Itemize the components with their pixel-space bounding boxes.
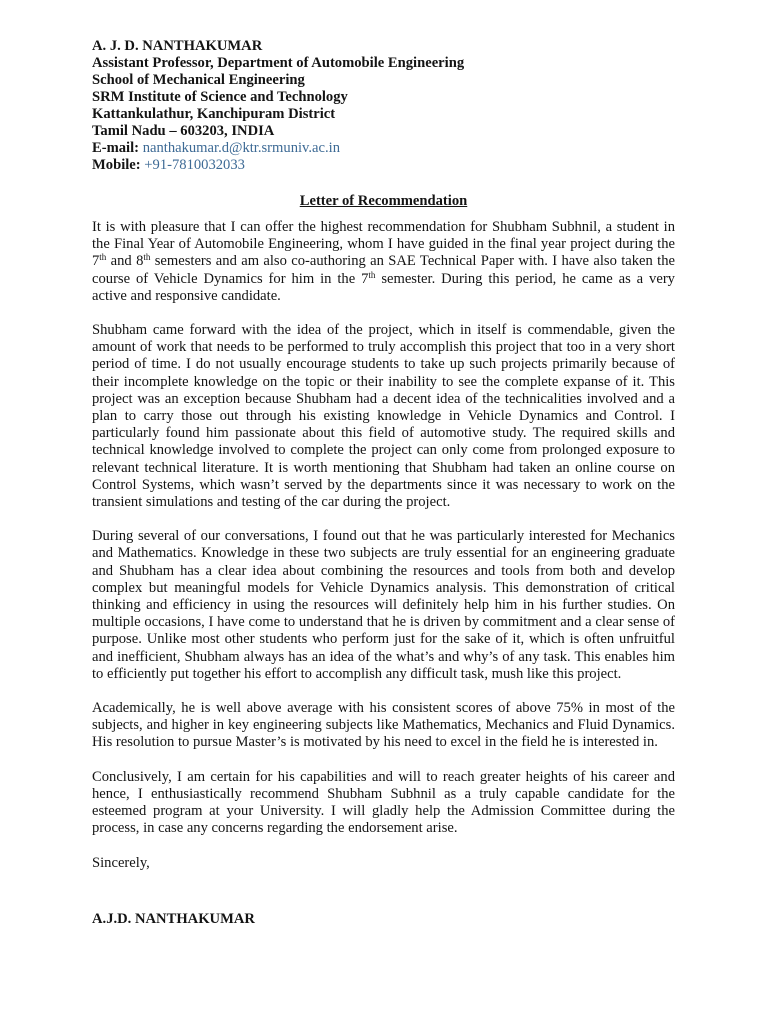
paragraph-project: Shubham came forward with the idea of the project, which in itself is commendable, given the amount of work that needs to be performed to truly accomplish this project that too in a very short period of time. I do not usually encourage students to take up such projects primarily because of their incomplete knowledge on the topic or their inability to see the complete expanse of it. This project was an exception because Shubham had a decent idea of the technicalities involved and a plan to carry those out through his existing knowledge in Vehicle Dynamics and Control. I particularly found him passionate about this field of automotive study. The required skills and technical knowledge involved to complete the project can only come from prolonged exposure to relevant technical literature. It is worth mentioning that Shubham had taken an online course on Control Systems, which wasn’t served by the departments since it was necessary to work on the transient simulations and testing of the car during the project.	[92, 322, 675, 511]
email-row	[92, 140, 675, 157]
ordinal-suffix: th	[99, 252, 107, 263]
signature-name: A.J.D. NANTHAKUMAR	[92, 910, 255, 927]
paragraph-conclusion: Conclusively, I am certain for his capabilities and will to reach greater heights of his career and hence, I enthusiastically recommend Shubham Subhnil as a truly capable candidate for the esteemed program at your University. I will gladly help the Admission Committee during the process, in case any concerns regarding the endorsement arise.	[92, 768, 675, 837]
paragraph-intro-part-a: It is with pleasure that I can offer the highest recommendation for Shubham Subhnil, a student in the Final Year of Automobile Engineering, whom I have guided in the final year project during the 7	[92, 219, 675, 270]
paragraph-academics: Academically, he is well above average with his consistent scores of above 75% in most of the subjects, and higher in key engineering subjects like Mathematics, Mechanics and Fluid Dynamics. His resolution to pursue Master’s is motivated by his need to excel in the field he is interested in.	[92, 700, 675, 751]
ordinal-suffix: th	[368, 269, 376, 280]
sender-position: Assistant Professor, Department of Automobile Engineering	[92, 55, 465, 71]
sender-institute: SRM Institute of Science and Technology	[92, 89, 348, 105]
sender-location: Kattankulathur, Kanchipuram District	[92, 106, 336, 122]
paragraph-intro-part-c: semesters and am also co-authoring an SAE Technical Paper with. I have also taken the course of Vehicle Dynamics for him in the 7	[92, 253, 675, 287]
paragraph-intro-part-d: semester. During this period, he came as a very active and responsive candidate.	[92, 270, 675, 304]
paragraph-intro-part-b: and 8	[106, 253, 144, 270]
mobile-row	[92, 157, 675, 174]
sender-school: School of Mechanical Engineering	[92, 72, 305, 88]
email-label: E-mail:	[92, 140, 140, 156]
ordinal-suffix: th	[143, 252, 151, 263]
mobile-link[interactable]: +91-7810032033	[144, 157, 245, 173]
closing-salutation: Sincerely,	[92, 854, 150, 871]
letter-body	[92, 219, 675, 838]
sender-state: Tamil Nadu – 603203, INDIA	[92, 123, 275, 139]
letter-page	[92, 38, 675, 928]
paragraph-intro	[92, 219, 675, 305]
letter-title: Letter of Recommendation	[299, 193, 468, 209]
sender-header	[92, 38, 675, 174]
sender-name: A. J. D. NANTHAKUMAR	[92, 38, 263, 54]
paragraph-interests: During several of our conversations, I found out that he was particularly interested for Mechanics and Mathematics. Knowledge in these two subjects are truly essential for an engineering graduate and Shubham has a clear idea about combining the resources and tools from both and develop complex but meaningful models for Vehicle Dynamics analysis. This demonstration of critical thinking and efficiency in using the resources will definitely help him in his further studies. On multiple occasions, I have come to understand that he is driven by commitment and a clear sense of purpose. Unlike most other students who perform just for the sake of it, which is often unfruitful and inefficient, Shubham always has an idea of the what’s and why’s of any task. This enables him to efficiently put together his effort to accomplish any difficult task, mush like this project.	[92, 528, 675, 682]
mobile-label: Mobile:	[92, 157, 141, 173]
email-link[interactable]: nanthakumar.d@ktr.srmuniv.ac.in	[142, 140, 340, 156]
